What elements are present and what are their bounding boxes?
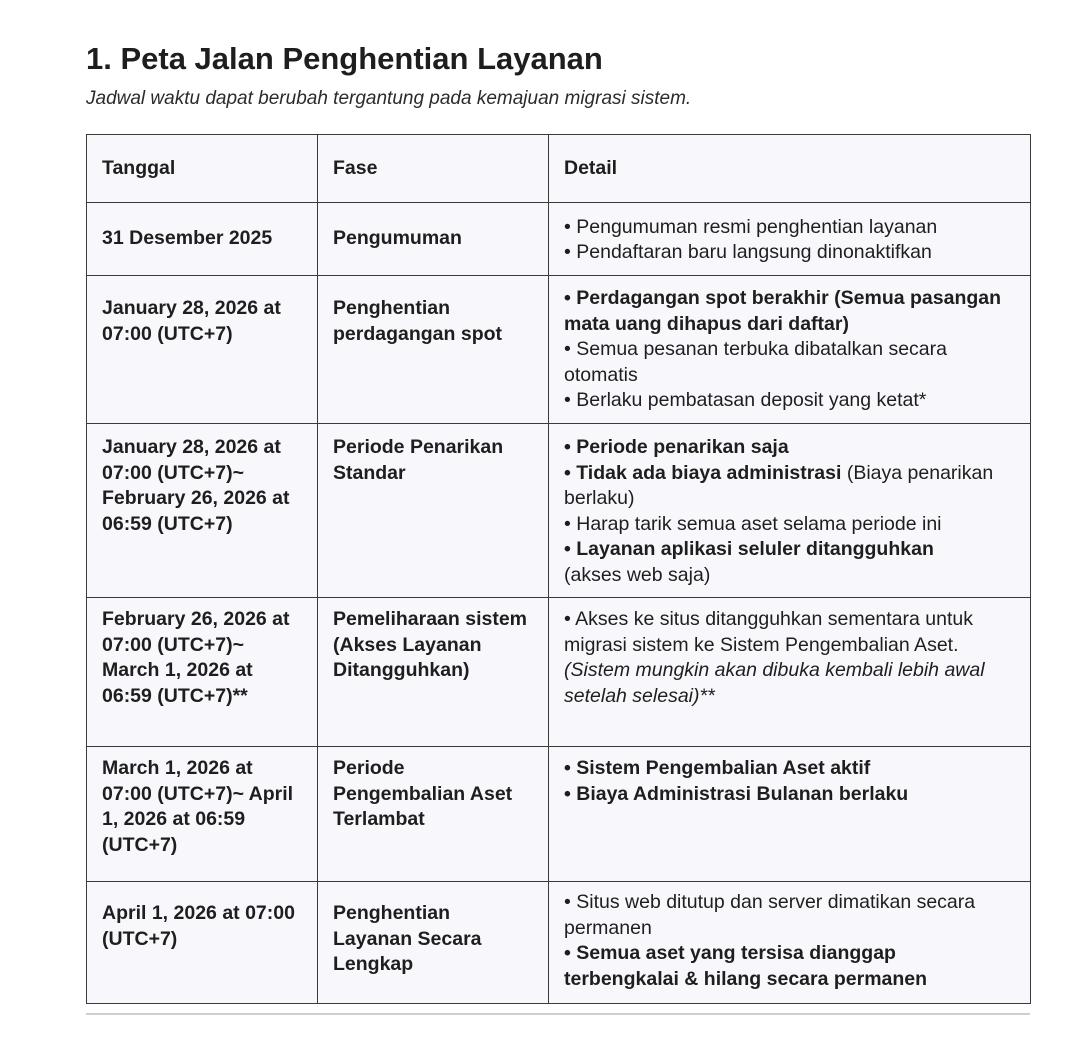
detail-note: (Sistem mungkin akan dibuka kembali lebih awal setelah selesai)**: [564, 659, 985, 707]
row-date: March 1, 2026 at 07:00 (UTC+7)~ April 1, 2026 at 06:59 (UTC+7): [87, 747, 318, 882]
detail-line: • Situs web ditutup dan server dimatikan secara permanen: [564, 891, 976, 939]
table-row: [87, 276, 1031, 424]
row-detail: [549, 276, 1031, 424]
page-title: 1. Peta Jalan Penghentian Layanan: [86, 41, 603, 76]
roadmap-table: [86, 134, 1031, 1004]
row-detail: [549, 598, 1031, 747]
header-phase: Fase: [318, 135, 549, 203]
row-detail: [549, 747, 1031, 882]
detail-bold-text: • Layanan aplikasi seluler ditangguhkan: [564, 538, 934, 560]
table-row: [87, 882, 1031, 1004]
detail-normal-text: (Biaya penarikan berlaku): [564, 461, 994, 509]
detail-line: [564, 461, 1016, 512]
detail-line: • Periode penarikan saja: [564, 436, 789, 458]
table-row: [87, 424, 1031, 598]
page-subtitle: Jadwal waktu dapat berubah tergantung pada kemajuan migrasi sistem.: [86, 88, 692, 109]
row-date: 31 Desember 2025: [87, 203, 318, 276]
detail-line: • Semua pesanan terbuka dibatalkan secara otomatis: [564, 338, 947, 386]
row-phase: Pengumuman: [318, 203, 549, 276]
row-phase: Penghentian perdagangan spot: [318, 276, 549, 424]
row-detail: [549, 424, 1031, 598]
header-date: Tanggal: [87, 135, 318, 203]
detail-line: • Sistem Pengembalian Aset aktif: [564, 757, 871, 779]
row-phase: Penghentian Layanan Secara Lengkap: [318, 882, 549, 1004]
header-detail: Detail: [549, 135, 1031, 203]
detail-line: • Harap tarik semua aset selama periode ini: [564, 512, 942, 535]
detail-bold-text: • Tidak ada biaya administrasi: [564, 461, 842, 484]
row-detail: [549, 882, 1031, 1004]
table-row: [87, 598, 1031, 747]
table-header-row: [87, 135, 1031, 203]
detail-line: • Pengumuman resmi penghentian layanan: [564, 215, 938, 238]
row-phase: Periode Penarikan Standar: [318, 424, 549, 598]
row-date: January 28, 2026 at 07:00 (UTC+7): [87, 276, 318, 424]
detail-line: • Biaya Administrasi Bulanan berlaku: [564, 782, 909, 805]
table-row: [87, 747, 1031, 882]
table-row: [87, 203, 1031, 276]
detail-line: • Perdagangan spot berakhir (Semua pasangan mata uang dihapus dari daftar): [564, 287, 1002, 335]
detail-line: [564, 537, 1016, 588]
detail-line: • Akses ke situs ditangguhkan sementara untuk migrasi sistem ke Sistem Pengembalian Aset.: [564, 608, 973, 656]
row-phase: Pemeliharaan sistem (Akses Layanan Ditangguhkan): [318, 598, 549, 747]
row-date: April 1, 2026 at 07:00 (UTC+7): [87, 882, 318, 1004]
detail-line: • Berlaku pembatasan deposit yang ketat*: [564, 389, 927, 411]
detail-line: • Semua aset yang tersisa dianggap terbengkalai & hilang secara permanen: [564, 942, 928, 990]
row-phase: Periode Pengembalian Aset Terlambat: [318, 747, 549, 882]
row-detail: [549, 203, 1031, 276]
row-date: February 26, 2026 at 07:00 (UTC+7)~ March 1, 2026 at 06:59 (UTC+7)**: [87, 598, 318, 747]
detail-line: • Pendaftaran baru langsung dinonaktifkan: [564, 241, 932, 263]
detail-normal-text: (akses web saja): [564, 563, 711, 586]
document-section: [86, 38, 1030, 1004]
row-date: January 28, 2026 at 07:00 (UTC+7)~ February 26, 2026 at 06:59 (UTC+7): [87, 424, 318, 598]
bottom-divider: [86, 1013, 1030, 1015]
